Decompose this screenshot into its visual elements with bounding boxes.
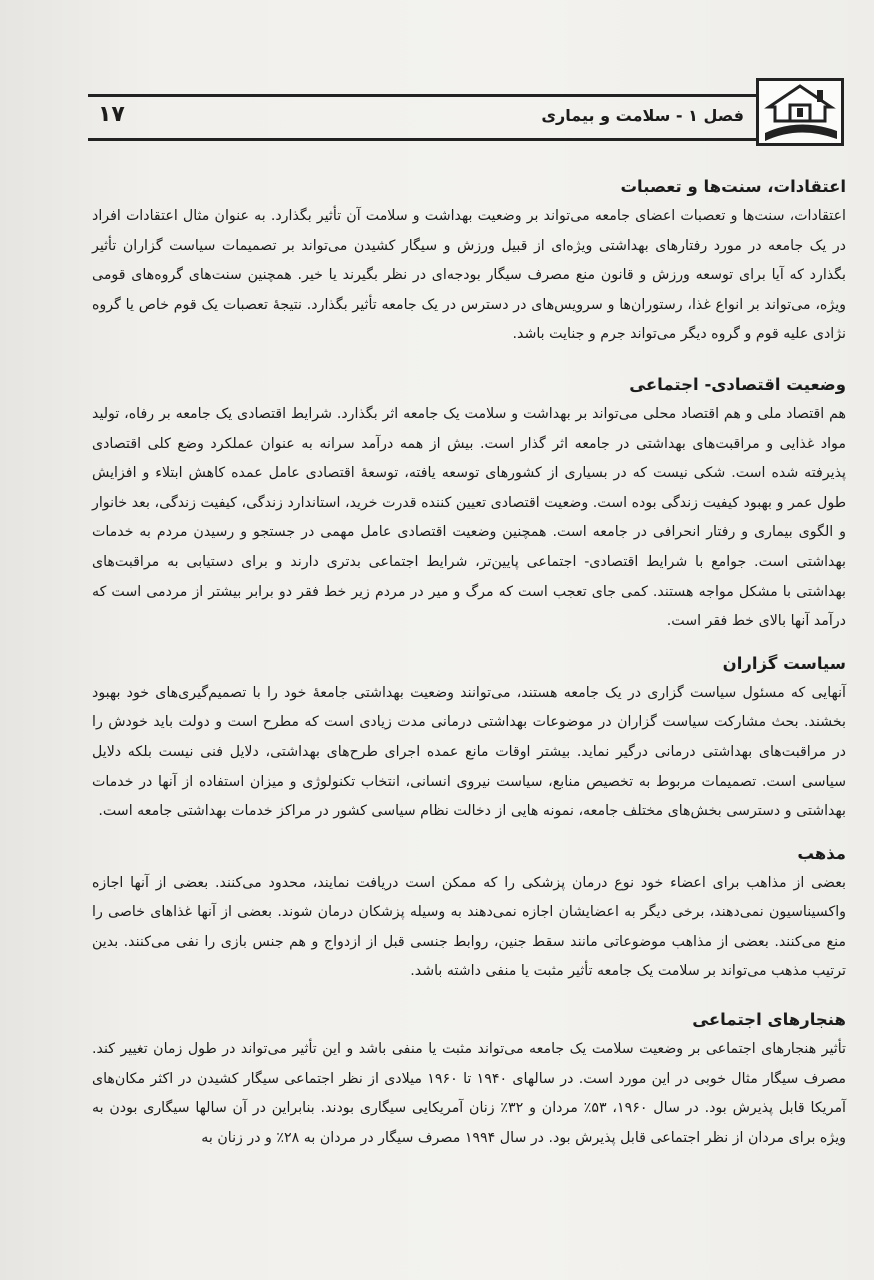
section-paragraph: آنهایی که مسئول سیاست گزاری در یک جامعه هستند، می‌توانند وضعیت بهداشتی جامعهٔ خود را با تصمیم‌گیری‌های خود بهبود بخشند. بحث مشارکت سیاست گزاران در موضوعات بهداشتی درمانی مدت زیادی است که مطرح است و دولت باید خودش را در مراقبت‌های بهداشتی درمانی درگیر نماید. بیشتر اوقات مانع عمده اجرای طرح‌های بهداشتی، دلایل فنی نیست بلکه دلایل سیاسی است. تصمیمات مربوط به تخصیص منابع، سیاست نیروی انسانی، انتخاب تکنولوژی و میزان استفاده از آنها در خدمات بهداشتی و دسترسی بخش‌های مختلف جامعه، نمونه هایی از دخالت نظام سیاسی کشور در مراکز خدمات بهداشتی جامعه است.	[92, 684, 846, 820]
header-rule-bottom	[88, 138, 778, 141]
section-religion	[92, 839, 846, 987]
header-rule-top	[88, 94, 778, 97]
section-beliefs	[92, 172, 846, 350]
house-logo-icon	[756, 78, 844, 146]
section-heading: اعتقادات، سنت‌ها و تعصبات	[620, 177, 846, 196]
section-policy-makers	[92, 649, 846, 827]
section-heading: وضعیت اقتصادی- اجتماعی	[629, 374, 846, 394]
page-header	[88, 74, 844, 152]
section-paragraph: بعضی از مذاهب برای اعضاء خود نوع درمان پزشکی را که ممکن است دریافت نمایند، محدود می‌کنند. بعضی از آنها اجازه واکسیناسیون نمی‌دهند، برخی دیگر به اعضایشان اجازه نمی‌دهند به وسیله پزشکان درمان شوند. بعضی از آنها غذاهای خاصی را منع می‌کنند. بعضی از مذاهب موضوعاتی مانند سقط جنین، روابط جنسی قبل از ازدواج و هم جنس بازی را نفی می‌کنند. بدین ترتیب مذهب می‌تواند بر سلامت یک جامعه تأثیر مثبت یا منفی داشته باشد.	[92, 874, 846, 980]
chapter-title: فصل ۱ - سلامت و بیماری	[541, 106, 744, 125]
section-heading: سیاست گزاران	[722, 653, 846, 673]
section-socioeconomic	[92, 370, 846, 637]
section-paragraph: تأثیر هنجارهای اجتماعی بر وضعیت سلامت یک جامعه می‌تواند مثبت یا منفی باشد و این تأثیر می‌تواند در طول زمان تغییر کند. مصرف سیگار مثال خوبی در این مورد است. در سالهای ۱۹۴۰ تا ۱۹۶۰ میلادی از نظر اجتماعی سیگار کشیدن در اکثر مکان‌های آمریکا قابل پذیرش بود. در سال ۱۹۶۰، ۵۳٪ مردان و ۳۲٪ زنان آمریکایی سیگاری بودند. بنابراین در آن سالها سیگاری بودن به ویژه برای مردان از نظر اجتماعی قابل پذیرش بود. در سال ۱۹۹۴ مصرف سیگار در مردان به ۲۸٪ و در زنان به	[92, 1041, 847, 1146]
section-paragraph: اعتقادات، سنت‌ها و تعصبات اعضای جامعه می‌تواند بر وضعیت بهداشت و سلامت آن تأثیر بگذارد. به عنوان مثال اعتقادات افراد در یک جامعه در مورد رفتارهای بهداشتی ویژه‌ای از قبیل ورزش و سیگار کشیدن می‌تواند بر تصمیمات سیاست گزاران تأثیر بگذارد که آیا برای توسعه ورزش و قانون منع مصرف سیگار بودجه‌ای در نظر بگیرند یا خیر. همچنین سنت‌های گروه‌های قومی ویژه، می‌تواند بر انواع غذا، رستوران‌ها و سرویس‌های در دسترس در یک جامعه تأثیر بگذارد. نتیجهٔ تعصبات یک قوم خاص یا گروه نژادی علیه قوم و گروه دیگر می‌تواند جرم و جنایت باشد.	[92, 208, 846, 343]
section-paragraph: هم اقتصاد ملی و هم اقتصاد محلی می‌تواند بر بهداشت و سلامت یک جامعه اثر بگذارد. شرایط اقتصادی یک جامعه بر رفاه، تولید مواد غذایی و مراقبت‌های بهداشتی در جامعه اثر گذار است. بیش از همه درآمد سرانه به عنوان عملکرد وضع کلی اقتصادی پذیرفته شده است. شکی نیست که در بسیاری از کشورهای توسعه یافته، توسعهٔ اقتصادی عامل عمده کاهش ابتلاء و افزایش طول عمر و بهبود کیفیت زندگی بوده است. وضعیت اقتصادی تعیین کننده قدرت خرید، استاندارد زندگی، کیفیت زندگی، بعد خانوار و الگوی بیماری و رفتار انحرافی در جامعه است. همچنین وضعیت اقتصادی عامل مهمی در جستجو و رسیدن مردم به خدمات بهداشتی است. جوامع با شرایط اقتصادی- اجتماعی پایین‌تر، شرایط اجتماعی بدتری دارند و برای دستیابی به مراقبت‌های بهداشتی با مشکل مواجه هستند. کمی جای تعجب است که مرگ و میر در مردم زیر خط فقر دو برابر بیشتر از مردمی است که درآمد آنها بالای خط فقر است.	[92, 405, 846, 630]
section-heading: مذهب	[797, 843, 846, 863]
page-number: ۱۷	[98, 102, 125, 127]
section-heading: هنجارهای اجتماعی	[692, 1010, 846, 1030]
section-social-norms	[92, 1005, 846, 1153]
page-content	[92, 172, 846, 1165]
